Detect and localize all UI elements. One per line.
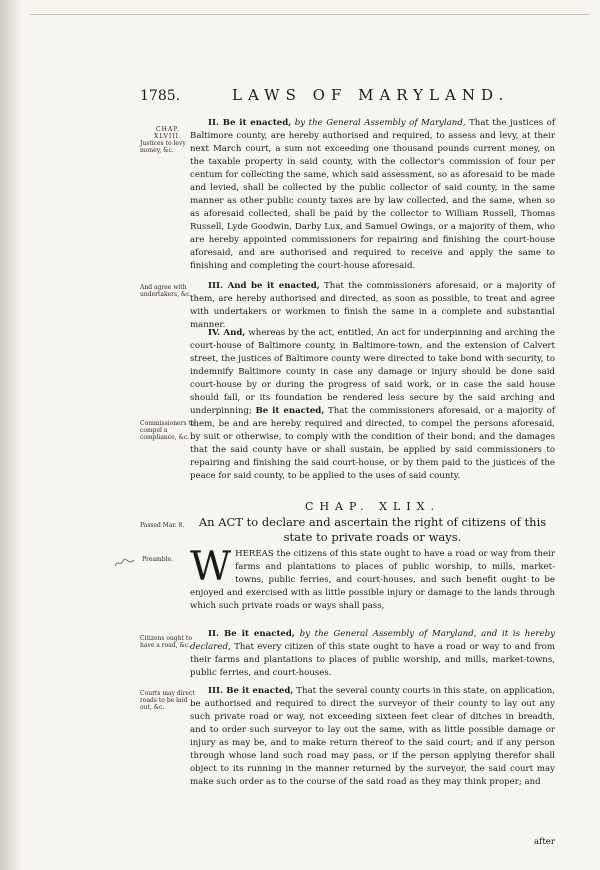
binding-shadow (0, 0, 22, 870)
margin-note-courts: Courts may direct roads to be laid out, &c. (140, 690, 195, 711)
margin-chap-number: XLVIII. (154, 133, 182, 140)
chapter-heading: CHAP. XLIX. (305, 500, 440, 513)
section-3-undertakers (190, 280, 555, 332)
section-4-body2: That the commissioners aforesaid, or a majority of them, be and are hereby required and directed, to compel the persons aforesaid, by suit or otherwise, to comply with the condition of their bond; and the damages that the said county have or shall sustain, be applied by said commissioners to repairing and finishing the said court-house, or by them paid to the justices of the peace for said county, to be applied to the uses of said county. (190, 406, 555, 481)
top-rule (30, 0, 590, 15)
section-2-roads-body: That every citizen of this state ought to have a road or way to and from their farms and plantations to places of public worship, and mills, market-towns, public ferries, and court-houses. (190, 642, 556, 678)
running-header (140, 86, 550, 108)
section-2-roads-italic: by the General Assembly of Maryland, and it is hereby declared, (190, 629, 555, 652)
section-4-bond (190, 327, 555, 483)
catchword: after (534, 837, 555, 847)
section-3-courts-body: That the several county courts in this state, on application, be authorised and required to direct the surveyor of their county to lay out any such private road or way, not exceeding sixteen feet clear of ditches in breadth, and to order such surveyor to lay out the same, with as little possible damage or injury as may be, and to make return thereof to the said court; and if any person through whose land such road may pass, or if the person applying therefor shall object to its running in the manner returned by the surveyor, the said court may make such order as to the course of the said road as they may think proper; and (190, 686, 556, 787)
margin-note-chapter (140, 126, 196, 154)
margin-note-undertakers: And agree with undertakers, &c. (140, 284, 192, 298)
section-4-lead: IV. And, (208, 328, 246, 338)
section-3-lead: III. And be it enacted, (208, 281, 320, 291)
margin-note-compel: Commissioners to compel a compliance, &c. (140, 420, 195, 441)
handwritten-mark (114, 558, 136, 568)
margin-chap-label: CHAP. (156, 126, 180, 133)
section-4-body1: whereas by the act, entitled, An act for underpinning and arching the court-house of Baltimore county, in Baltimore-town, and the extension of Calvert street, the justices of Baltimore county were directed to take bond with security, to indemnify Baltimore county in case any damage or injury should be done said court-house by or during the progress of said work, or in case the said house should fall, or its foundation be rendered less secure by the said arching and underpinning; (190, 328, 555, 416)
section-2-lead-italic: by the General Assembly of Maryland, (294, 118, 466, 128)
header-title: LAWS OF MARYLAND. (232, 86, 510, 104)
margin-note-citizens: Citizens ought to have a road, &c. (140, 635, 192, 649)
preamble (190, 544, 555, 613)
margin-note-levy: Justices to levy money, &c. (140, 140, 186, 154)
section-3-body: That the commissioners aforesaid, or a majority of them, are hereby authorised and directed, as soon as possible, to treat and agree with undertakers or workmen to finish the same in a complete and substantial manner. (190, 281, 555, 330)
section-3-courts (190, 685, 555, 789)
dropcap-w: W (190, 544, 232, 590)
margin-note-preamble: Preamble. (142, 556, 173, 563)
act-title: An ACT to declare and ascertain the right of citizens of this state to private roads or ways. (198, 515, 547, 544)
section-3-courts-lead: III. Be it enacted, (208, 686, 294, 696)
section-2-body: That the justices of Baltimore county, are hereby authorised and required, to assess and levy, at their next March court, a sum not exceeding one thousand pounds current money, on the taxable property in said county, with the collector's commission of four per centum for collecting the same, which said assessment, so as aforesaid to be made and levied, shall be collected by the public collector of said county, in the same manner as other public county taxes are by law collected, and the same, when so as aforesaid collected, shall be paid by the collector to William Russell, Thomas Russell, Lyde Goodwin, Darby Lux, and Samuel Owings, or a majority of them, who are hereby appointed commissioners for repairing and finishing the court-house aforesaid, and are authorised and required to receive and apply the same to finishing and completing the court-house aforesaid. (190, 118, 555, 271)
preamble-body: the citizens of this state ought to have a road or way from their farms and plantations to places of public worship, to mills, market-towns, public ferries, and court-houses, and such benefit ought to be enjoyed and exercised with as little possible injury or damage to the lands through which such private roads or ways shall pass, (190, 549, 555, 611)
section-2-levy (190, 117, 555, 273)
preamble-lead: HEREAS (235, 549, 274, 559)
header-year: 1785. (140, 88, 181, 104)
section-2-roads (190, 628, 555, 680)
section-4-mid: Be it enacted, (255, 406, 325, 416)
section-2-roads-lead: II. Be it enacted, (208, 629, 295, 639)
section-2-lead: II. Be it enacted, (208, 118, 292, 128)
margin-note-passed: Passed Mar. 8. (140, 522, 185, 529)
